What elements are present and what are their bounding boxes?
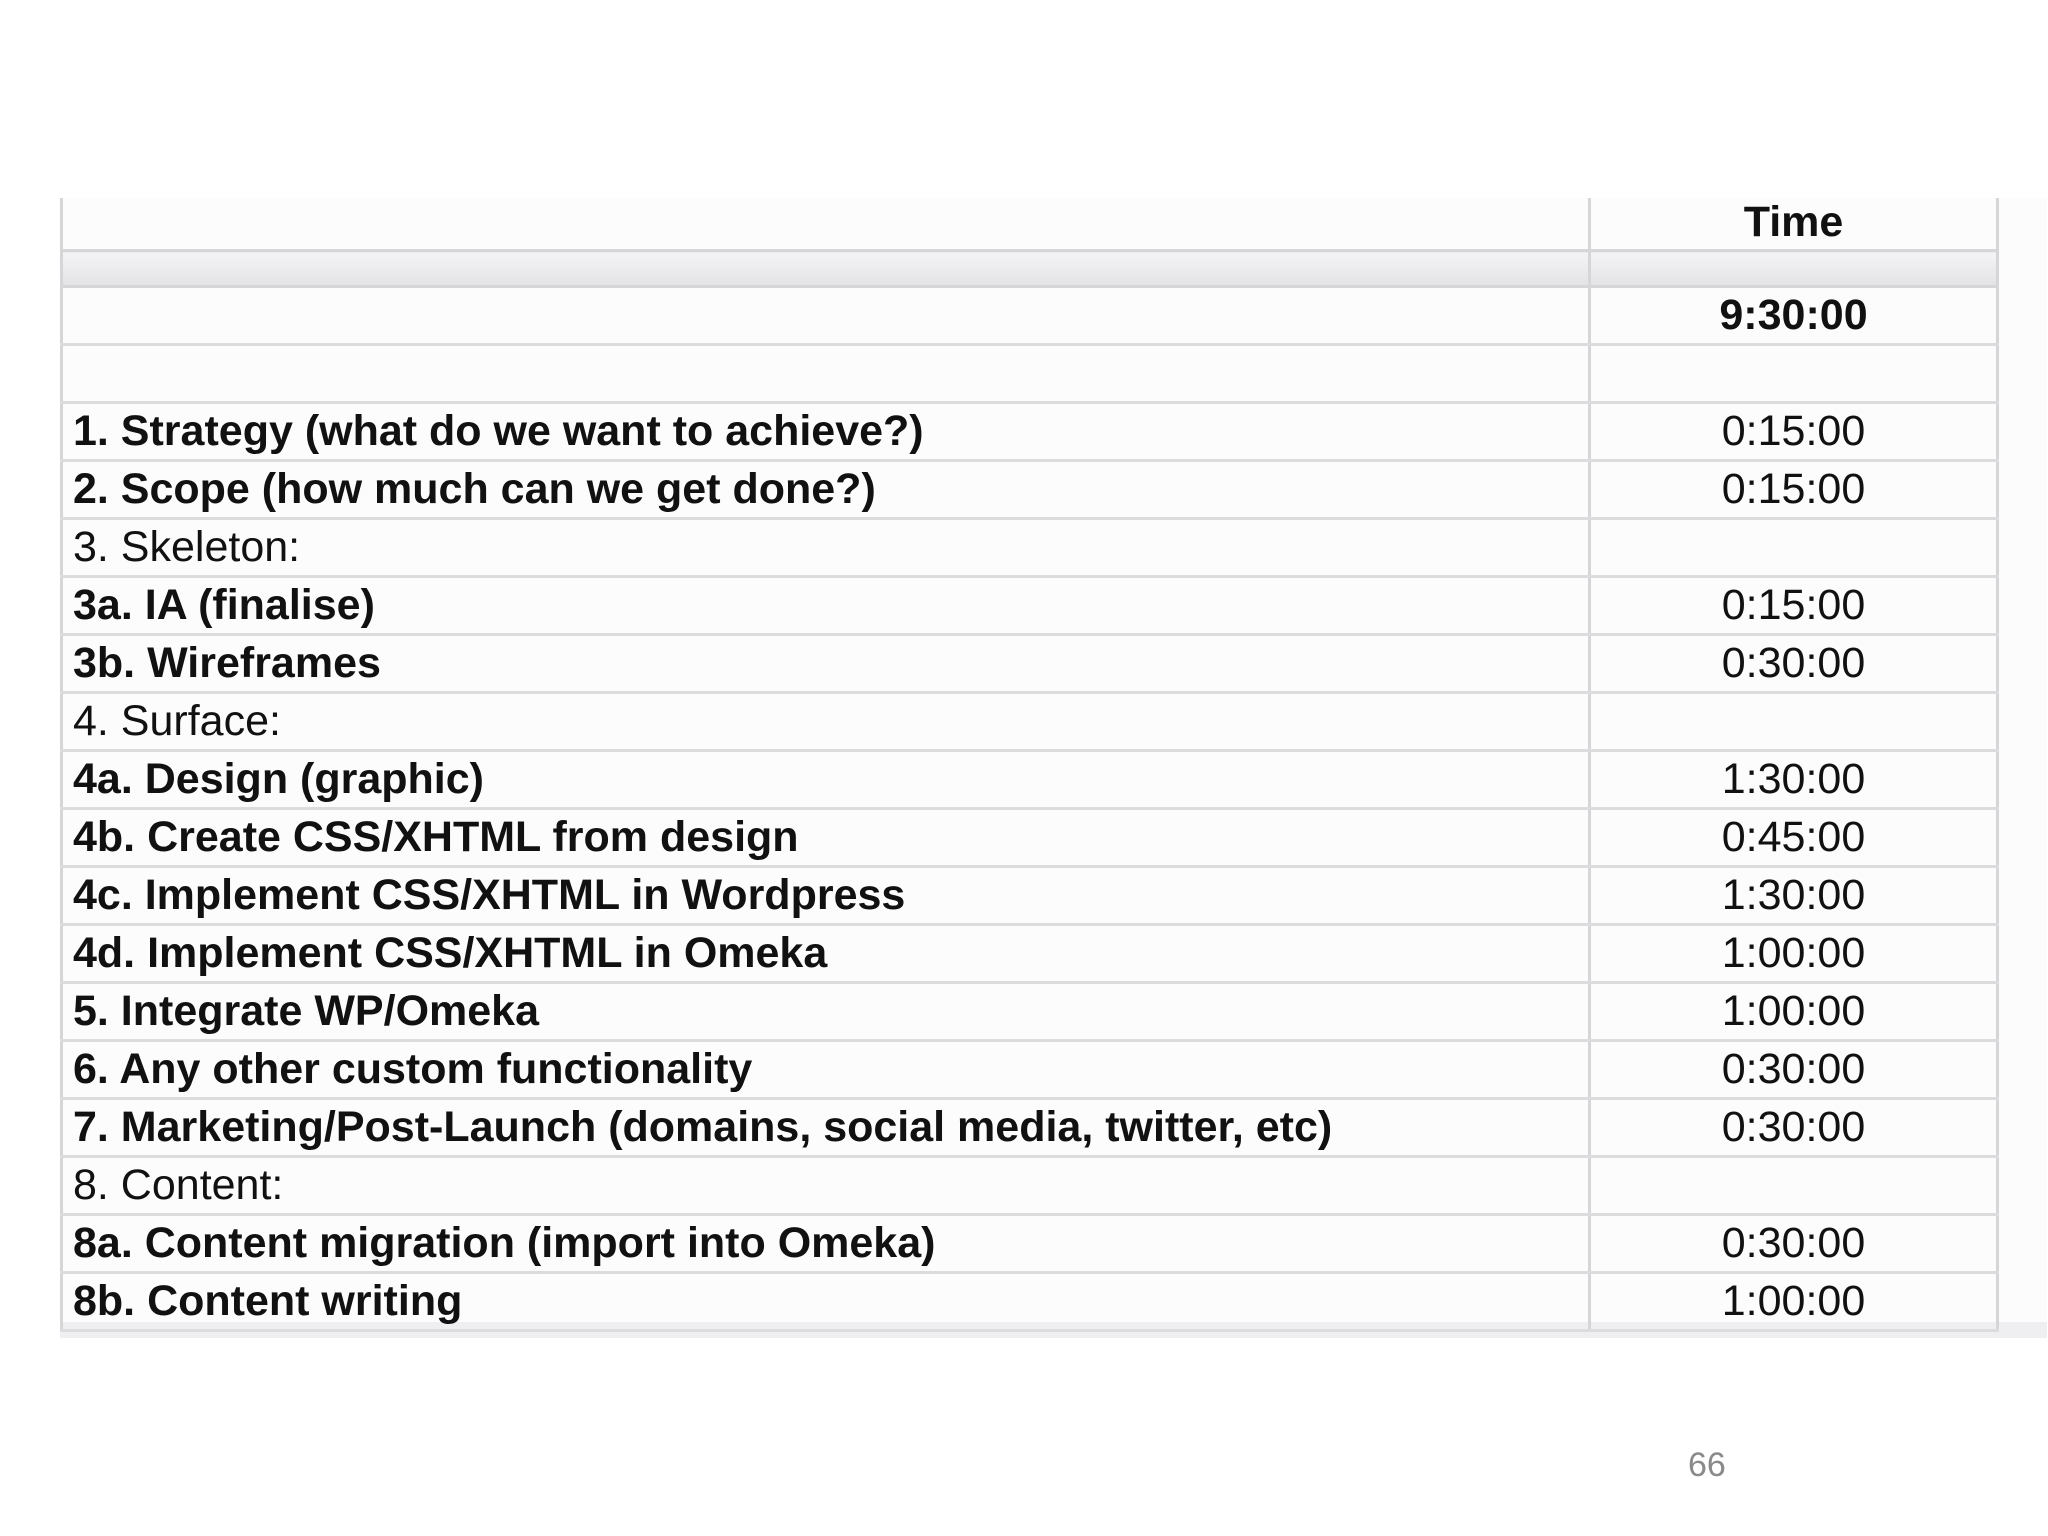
time-cell: 0:30:00 <box>1590 1099 1998 1157</box>
table-row <box>62 1273 1998 1331</box>
task-cell: 3b. Wireframes <box>62 635 1590 693</box>
task-column-header <box>62 198 1590 251</box>
time-cell: 0:15:00 <box>1590 461 1998 519</box>
time-cell: 1:00:00 <box>1590 925 1998 983</box>
task-cell: 4. Surface: <box>62 693 1590 751</box>
blank-row <box>62 345 1998 403</box>
time-cell <box>1590 1157 1998 1215</box>
table-row <box>62 867 1998 925</box>
table-row <box>62 751 1998 809</box>
blank-cell <box>1590 345 1998 403</box>
time-cell: 0:30:00 <box>1590 1215 1998 1273</box>
table-row <box>62 983 1998 1041</box>
task-cell: 4b. Create CSS/XHTML from design <box>62 809 1590 867</box>
table-header-row <box>62 198 1998 251</box>
divider-cell <box>1590 251 1998 287</box>
total-row <box>62 287 1998 345</box>
time-cell: 0:15:00 <box>1590 577 1998 635</box>
time-cell: 0:30:00 <box>1590 1041 1998 1099</box>
table-row <box>62 809 1998 867</box>
time-cell: 1:30:00 <box>1590 867 1998 925</box>
time-cell: 1:00:00 <box>1590 1273 1998 1331</box>
total-time-cell: 9:30:00 <box>1590 287 1998 345</box>
task-cell: 8a. Content migration (import into Omeka) <box>62 1215 1590 1273</box>
task-cell: 1. Strategy (what do we want to achieve?) <box>62 403 1590 461</box>
task-cell: 3. Skeleton: <box>62 519 1590 577</box>
time-cell: 1:00:00 <box>1590 983 1998 1041</box>
time-cell: 1:30:00 <box>1590 751 1998 809</box>
time-column-header: Time <box>1590 198 1998 251</box>
task-cell: 4a. Design (graphic) <box>62 751 1590 809</box>
divider-cell <box>62 251 1590 287</box>
table-row <box>62 1157 1998 1215</box>
task-cell: 8b. Content writing <box>62 1273 1590 1331</box>
time-cell: 0:45:00 <box>1590 809 1998 867</box>
task-cell: 8. Content: <box>62 1157 1590 1215</box>
task-cell: 4d. Implement CSS/XHTML in Omeka <box>62 925 1590 983</box>
slide-number: 66 <box>1688 1446 1726 1484</box>
time-cell <box>1590 519 1998 577</box>
task-cell: 7. Marketing/Post-Launch (domains, social media, twitter, etc) <box>62 1099 1590 1157</box>
table-row <box>62 519 1998 577</box>
table-row <box>62 1041 1998 1099</box>
task-cell: 6. Any other custom functionality <box>62 1041 1590 1099</box>
table-row <box>62 1099 1998 1157</box>
schedule-table <box>60 198 1999 1332</box>
table-row <box>62 1215 1998 1273</box>
table-row <box>62 403 1998 461</box>
task-cell: 2. Scope (how much can we get done?) <box>62 461 1590 519</box>
blank-cell <box>62 345 1590 403</box>
header-divider-row <box>62 251 1998 287</box>
table-row <box>62 925 1998 983</box>
table-row <box>62 635 1998 693</box>
task-cell: 3a. IA (finalise) <box>62 577 1590 635</box>
time-cell: 0:30:00 <box>1590 635 1998 693</box>
total-label-cell <box>62 287 1590 345</box>
table-row <box>62 693 1998 751</box>
table-row <box>62 461 1998 519</box>
task-cell: 4c. Implement CSS/XHTML in Wordpress <box>62 867 1590 925</box>
time-cell: 0:15:00 <box>1590 403 1998 461</box>
time-cell <box>1590 693 1998 751</box>
task-cell: 5. Integrate WP/Omeka <box>62 983 1590 1041</box>
table-row <box>62 577 1998 635</box>
